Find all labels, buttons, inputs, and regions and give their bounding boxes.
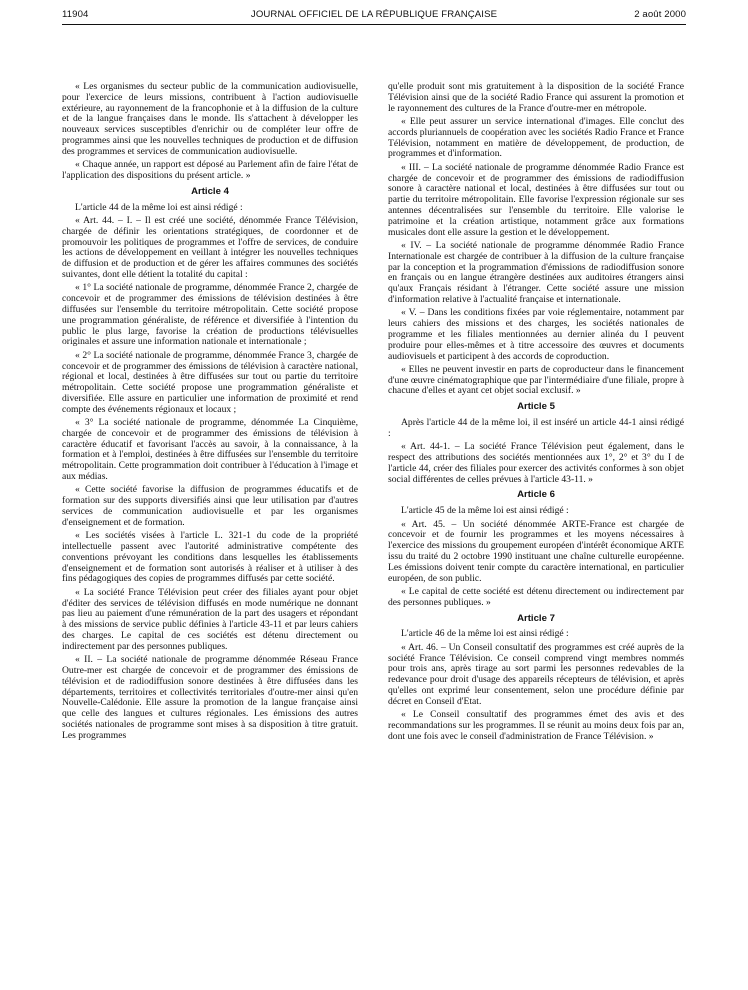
paragraph: L'article 44 de la même loi est ainsi rédigé : xyxy=(75,201,243,213)
paragraph: « Art. 46. – Un Conseil consultatif des programmes est créé auprès de la société France Télévision. Ce conseil comprend vingt membres nommés pour trois ans, après tirage au sort parmi les personnes redevables de la redevance pour droit d'usage des appareils récepteurs de télévision, et après qu'elles ont exprimé leur consentement, selon une procédure définie par décret en Conseil d'Etat. xyxy=(388,641,684,707)
paragraph: « Les organismes du secteur public de la communication audiovisuelle, pour l'exercice de leurs missions, contribuent à l'action audiovisuelle extérieure, au rayonnement de la francophonie et à la diffusion de la culture et de la langue françaises dans le monde. Ils s'attachent à développer les nouveaux services susceptibles d'enrichir ou de compléter leur offre de programmes ainsi que les nouvelles techniques de production et de diffusion des programmes et services de communication audiovisuelle. xyxy=(62,81,358,157)
paragraph: Après l'article 44 de la même loi, il est inséré un article 44-1 ainsi rédigé : xyxy=(388,417,684,439)
paragraph: « Le Conseil consultatif des programmes émet des avis et des recommandations sur les programmes. Il se réunit au moins deux fois par an, dont une fois avec le conseil d'administration de France Télévision. » xyxy=(388,709,684,742)
paragraph: « La société France Télévision peut créer des filiales ayant pour objet d'éditer des services de télévision diffusés en mode numérique ne donnant pas lieu au paiement d'une rémunération de la part des usagers et répondant à des missions de service public définies à l'article 43-11 et par leurs cahiers des charges. Le capital de ces sociétés est détenu directement ou indirectement par des personnes publiques. xyxy=(62,586,358,652)
page-number: 11904 xyxy=(62,9,89,20)
paragraph: « Art. 44-1. – La société France Télévision peut également, dans le respect des attributions des sociétés mentionnées aux 1°, 2° et 3° du I de l'article 44, créer des filiales pour exercer des activités conformes à son objet social différentes de celles prévues à l'article 43-11. » xyxy=(388,441,684,485)
paragraph: qu'elle produit sont mis gratuitement à la disposition de la société France Télévision ainsi que de la société Radio France qui assurent la promotion et le rayonnement des cultures de la France d'outre-mer en métropole. xyxy=(388,81,684,114)
paragraph: « Elles ne peuvent investir en parts de coproducteur dans le financement d'une œuvre cinématographique que par l'intermédiaire d'une filiale, propre à chacune d'elles et ayant cet objet social exclusif. » xyxy=(388,363,684,397)
page-header xyxy=(62,9,686,25)
journal-title: JOURNAL OFFICIEL DE LA RÉPUBLIQUE FRANÇAISE xyxy=(250,9,498,20)
paragraph: « Cette société favorise la diffusion de programmes éducatifs et de formation sur des supports diversifiés ainsi que leur utilisation par d'autres services de communication audiovisuelle et par les organismes d'enseignement et de formation. xyxy=(62,484,358,528)
left-column xyxy=(62,82,358,744)
paragraph: « Le capital de cette société est détenu directement ou indirectement par des personnes publiques. » xyxy=(388,586,684,608)
paragraph: « Art. 44. – I. – Il est créé une société, dénommée France Télévision, chargée de définir les orientations stratégiques, de coordonner et de promouvoir les politiques de programmes et l'offre de services, de conduire les actions de développement en veillant à intégrer les nouvelles techniques de diffusion et de production et de gérer les affaires communes des sociétés suivantes, dont elle détient la totalité du capital : xyxy=(62,214,358,280)
article-heading: Article 5 xyxy=(517,401,555,413)
header-rule xyxy=(62,24,686,25)
paragraph: L'article 45 de la même loi est ainsi rédigé : xyxy=(401,505,569,517)
paragraph: « 2° La société nationale de programme, dénommée France 3, chargée de concevoir et de programmer des émissions de télévision à caractère national, régional et local, destinées à être diffusées sur tout ou partie du territoire métropolitain. Cette société propose une programmation généraliste et diversifiée. Elle assure en particulier une information de proximité et rend compte des événements régionaux et locaux ; xyxy=(62,349,358,415)
article-heading: Article 7 xyxy=(517,612,555,624)
paragraph: « Chaque année, un rapport est déposé au Parlement afin de faire l'état de l'application des dispositions du présent article. » xyxy=(62,159,358,181)
article-heading: Article 6 xyxy=(517,489,555,501)
paragraph: « 3° La société nationale de programme, dénommée La Cinquième, chargée de concevoir et de programmer des émissions de télévision à caractère éducatif et favorisant l'accès au savoir, à la connaissance, à la formation et à l'emploi, destinées à être diffusées sur l'ensemble du territoire métropolitain. Cette programmation doit contribuer à l'éducation à l'image et aux médias. xyxy=(62,417,358,483)
article-heading: Article 4 xyxy=(191,185,229,197)
paragraph: L'article 46 de la même loi est ainsi rédigé : xyxy=(401,628,569,640)
paragraph: « V. – Dans les conditions fixées par voie réglementaire, notamment par leurs cahiers des missions et des charges, les sociétés nationales de programme et les filiales mentionnées au dernier alinéa du I peuvent produire pour elles-mêmes et à titre accessoire des œuvres et documents audiovisuels et participent à des accords de coproduction. xyxy=(388,307,684,362)
paragraph: « Art. 45. – Un société dénommée ARTE-France est chargée de concevoir et de fournir les programmes et les moyens nécessaires à l'exercice des missions du groupement européen d'intérêt économique ARTE issu du traité du 2 octobre 1990 instituant une chaîne culturelle européenne. Les émissions doivent tenir compte du caractère international, en particulier européen, de son public. xyxy=(388,518,684,584)
right-column xyxy=(388,82,684,745)
paragraph: « 1° La société nationale de programme, dénommée France 2, chargée de concevoir et de programmer des émissions de télévision destinées à être diffusées sur l'ensemble du territoire métropolitain. Cette société propose une programmation généraliste, de référence et diversifiée à l'intention du public le plus large, favorise la création de productions télévisuelles originales et assure une information nationale et internationale ; xyxy=(62,282,358,348)
paragraph: « III. – La société nationale de programme dénommée Radio France est chargée de concevoir et de programmer des émissions de radiodiffusion sonore à caractère national et local, destinées à être diffusées sur tout ou partie du territoire métropolitain. Elle favorise l'expression régionale sur ses antennes décentralisées sur l'ensemble du territoire. Elle valorise le patrimoine et la création artistique, notamment grâce aux formations musicales dont elle assure la gestion et le développement. xyxy=(388,161,684,238)
paragraph: « II. – La société nationale de programme dénommée Réseau France Outre-mer est chargée de concevoir et de programmer des émissions de télévision et de radiodiffusion sonore destinées à être diffusées dans les départements, territoires et collectivités territoriales d'outre-mer ainsi qu'en Nouvelle-Calédonie. Elle assure la promotion de la langue française ainsi que celle des langues et cultures régionales. Les émissions des autres sociétés nationales de programme sont mises à sa disposition à titre gratuit. Les programmes xyxy=(62,654,358,741)
publication-date: 2 août 2000 xyxy=(634,9,686,20)
paragraph: « IV. – La société nationale de programme dénommée Radio France Internationale est chargée de contribuer à la diffusion de la culture française par la conception et la programmation d'émissions de radiodiffusion sonore en français ou en langue étrangère destinées aux auditoires étrangers ainsi qu'aux Français résidant à l'étranger. Cette société assure une mission d'information relative à l'actualité française et internationale. xyxy=(388,239,684,305)
paragraph: « Elle peut assurer un service international d'images. Elle conclut des accords pluriannuels de coopération avec les sociétés Radio France et France Télévision, notamment en matière de développement, de production, de programmes et d'information. xyxy=(388,115,684,160)
paragraph: « Les sociétés visées à l'article L. 321-1 du code de la propriété intellectuelle passent avec l'autorité administrative compétente des conventions prévoyant les conditions dans lesquelles les établissements d'enseignement et de formation sont autorisés à réaliser et à utiliser à des fins pédagogiques des copies de programmes diffusés par cette société. xyxy=(62,530,358,585)
